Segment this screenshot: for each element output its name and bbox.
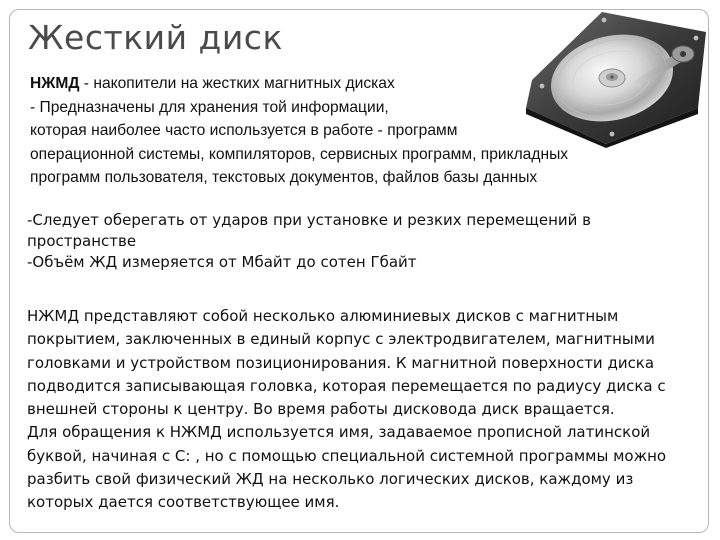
description-line: головками и устройством позиционирования. К магнитной поверхности диска [27,353,655,372]
intro-block [30,72,690,190]
description-line: которых дается соответствующее имя. [27,493,340,512]
intro-line: которая наиболее часто используется в работе - программ [30,122,458,139]
note-line: -Объём ЖД измеряется от Мбайт до сотен Гбайт [27,253,417,271]
term-definition: - накопители на жестких магнитных дисках [79,75,395,92]
note-line: пространстве [27,232,137,250]
description-line: буквой, начиная с С: , но с помощью специальной системной программы можно [27,446,667,465]
note-line: -Следует оберегать от ударов при установке и резких перемещений в [27,211,592,229]
slide-title: Жесткий диск [28,18,283,57]
intro-line: программ пользователя, текстовых документов, файлов базы данных [30,169,538,186]
description-line: НЖМД представляют собой несколько алюминиевых дисков с магнитным [27,307,619,325]
term-nzhmd: НЖМД [30,75,80,92]
intro-line: - Предназначены для хранения той информации, [30,98,389,116]
description-block [27,305,712,515]
description-line: разбить свой физический ЖД на несколько логических дисков, каждому из [27,470,634,489]
description-line: Для обращения к НЖМД используется имя, задаваемое прописной латинской [27,423,651,442]
intro-definition [30,72,690,96]
description-line: подводится записывающая головка, которая перемещается по радиусу диска с [27,376,666,395]
description-line: внешней стороны к центру. Во время работы дисковода диск вращается. [27,400,615,419]
intro-line: операционной системы, компиляторов, сервисных программ, прикладных [30,145,569,163]
description-line: покрытием, заключенных в единый корпус с электродвигателем, магнитными [27,330,655,349]
notes-block [27,210,707,273]
